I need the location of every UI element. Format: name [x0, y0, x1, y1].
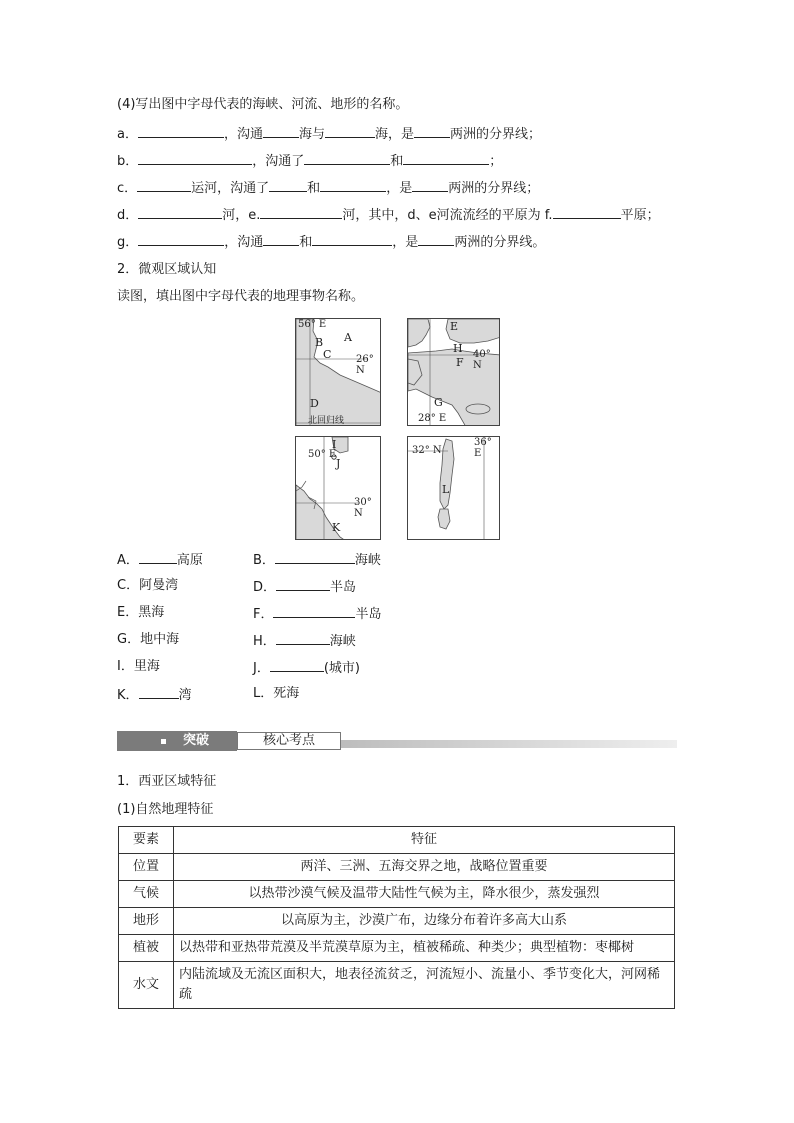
banner-fade-bar: [341, 740, 677, 748]
map-caspian-tehran: [295, 436, 381, 540]
blank-a2[interactable]: [263, 124, 299, 138]
map-turkish-straits: [407, 318, 500, 426]
section-banner: [117, 731, 677, 751]
map-2-label-e: E: [450, 320, 459, 333]
map-3-lat: 30° N: [354, 497, 372, 519]
map-2-label-h: H: [453, 342, 463, 355]
table-row: [119, 962, 675, 1009]
question-line-b: b． ，沟通了 和 ；: [117, 151, 502, 171]
blank-d3[interactable]: [553, 205, 621, 219]
table-cell-key: 地形: [119, 908, 174, 935]
question-4-title: (4)写出图中字母代表的海峡、河流、地形的名称。: [117, 97, 409, 112]
table-row: [119, 881, 675, 908]
map-4-label-l: L: [442, 483, 450, 496]
blank-d1[interactable]: [138, 205, 222, 219]
map-2-graphic: [408, 319, 500, 426]
table-cell-key: 位置: [119, 854, 174, 881]
map-1-label-c: C: [323, 348, 332, 361]
blank-answer-j[interactable]: [270, 658, 324, 672]
map-1-lon: 56° E: [298, 319, 327, 330]
question-line-c: c． 运河，沟通了 和 ，是 两洲的分界线；: [117, 178, 539, 198]
blank-d2[interactable]: [260, 205, 342, 219]
blank-g1[interactable]: [138, 232, 224, 246]
answer-g: G．地中海: [117, 632, 180, 647]
table-header-cell: 特征: [174, 827, 675, 854]
blank-answer-b[interactable]: [275, 550, 355, 564]
blank-answer-d[interactable]: [276, 577, 330, 591]
map-1-tropic: 北回归线: [308, 416, 345, 426]
blank-answer-a[interactable]: [139, 550, 177, 564]
table-cell-key: 水文: [119, 962, 174, 1009]
map-persian-gulf: [295, 318, 381, 426]
banner-tab: 核心考点: [237, 732, 341, 750]
map-1-label-d: D: [310, 397, 319, 410]
answer-d: D． 半岛: [253, 577, 356, 597]
section-1-subheading: (1)自然地理特征: [117, 802, 214, 817]
blank-b2[interactable]: [304, 151, 390, 165]
map-4-lat: 32° N: [412, 445, 442, 456]
section-1-heading: 1．西亚区域特征: [117, 774, 217, 789]
banner-square-icon: [161, 739, 166, 744]
table-row: [119, 908, 675, 935]
blank-c3[interactable]: [320, 178, 386, 192]
table-row: [119, 935, 675, 962]
table-cell-key: 气候: [119, 881, 174, 908]
section-2-heading: 2．微观区域认知: [117, 262, 217, 277]
blank-a1[interactable]: [138, 124, 224, 138]
banner-main: 突破: [117, 731, 237, 751]
answer-l: L．死海: [253, 686, 300, 701]
map-2-label-f: F: [456, 356, 464, 369]
section-2-instruction: 读图，填出图中字母代表的地理事物名称。: [117, 289, 365, 304]
table-header-row: [119, 827, 675, 854]
blank-g2[interactable]: [263, 232, 299, 246]
map-4-lon: 36° E: [474, 437, 492, 459]
blank-answer-f[interactable]: [273, 604, 355, 618]
blank-b1[interactable]: [138, 151, 252, 165]
map-1-label-b: B: [315, 336, 324, 349]
blank-c2[interactable]: [269, 178, 307, 192]
answer-i: I．里海: [117, 659, 160, 674]
answer-f: F． 半岛: [253, 604, 382, 624]
blank-c1[interactable]: [137, 178, 191, 192]
blank-c4[interactable]: [412, 178, 448, 192]
table-cell-value: 以高原为主，沙漠广布，边缘分布着许多高大山系: [174, 908, 675, 935]
blank-answer-h[interactable]: [276, 631, 330, 645]
answer-c: C．阿曼湾: [117, 578, 179, 593]
map-3-label-i: I: [332, 438, 337, 451]
map-2-lat: 40° N: [473, 349, 491, 371]
blank-g4[interactable]: [418, 232, 454, 246]
map-3-lon: 50° E: [308, 449, 337, 460]
table-cell-value: 两洋、三洲、五海交界之地，战略位置重要: [174, 854, 675, 881]
natural-features-table: [118, 826, 675, 1009]
blank-a4[interactable]: [414, 124, 450, 138]
question-line-g: g． ，沟通 和 ，是 两洲的分界线。: [117, 232, 545, 252]
blank-b3[interactable]: [403, 151, 489, 165]
blank-a3[interactable]: [325, 124, 375, 138]
answer-h: H． 海峡: [253, 631, 356, 651]
table-cell-value: 内陆流域及无流区面积大，地表径流贫乏，河流短小、流量小、季节变化大，河网稀疏: [174, 962, 675, 1009]
map-2-lon: 28° E: [418, 413, 447, 424]
map-3-label-k: K: [332, 521, 341, 534]
table-cell-value: 以热带和亚热带荒漠及半荒漠草原为主，植被稀疏、种类少；典型植物：枣椰树: [174, 935, 675, 962]
map-1-label-a: A: [344, 331, 352, 344]
answer-j: J． (城市): [253, 658, 360, 678]
answer-a: A． 高原: [117, 550, 203, 570]
map-2-label-g: G: [434, 396, 443, 409]
question-line-d: d． 河，e. 河，其中，d、e河流流经的平原为 f. 平原；: [117, 205, 660, 225]
answer-e: E．黑海: [117, 605, 165, 620]
answer-k: K． 湾: [117, 685, 192, 705]
blank-answer-k[interactable]: [139, 685, 179, 699]
answer-b: B． 海峡: [253, 550, 381, 570]
table-header-cell: 要素: [119, 827, 174, 854]
map-dead-sea: [407, 436, 500, 540]
map-3-label-j: J: [336, 457, 341, 470]
table-cell-key: 植被: [119, 935, 174, 962]
question-line-a: a． ，沟通 海与 海，是 两洲的分界线；: [117, 124, 541, 144]
table-cell-value: 以热带沙漠气候及温带大陆性气候为主，降水很少，蒸发强烈: [174, 881, 675, 908]
map-1-lat: 26° N: [356, 354, 374, 376]
table-row: [119, 854, 675, 881]
blank-g3[interactable]: [312, 232, 392, 246]
